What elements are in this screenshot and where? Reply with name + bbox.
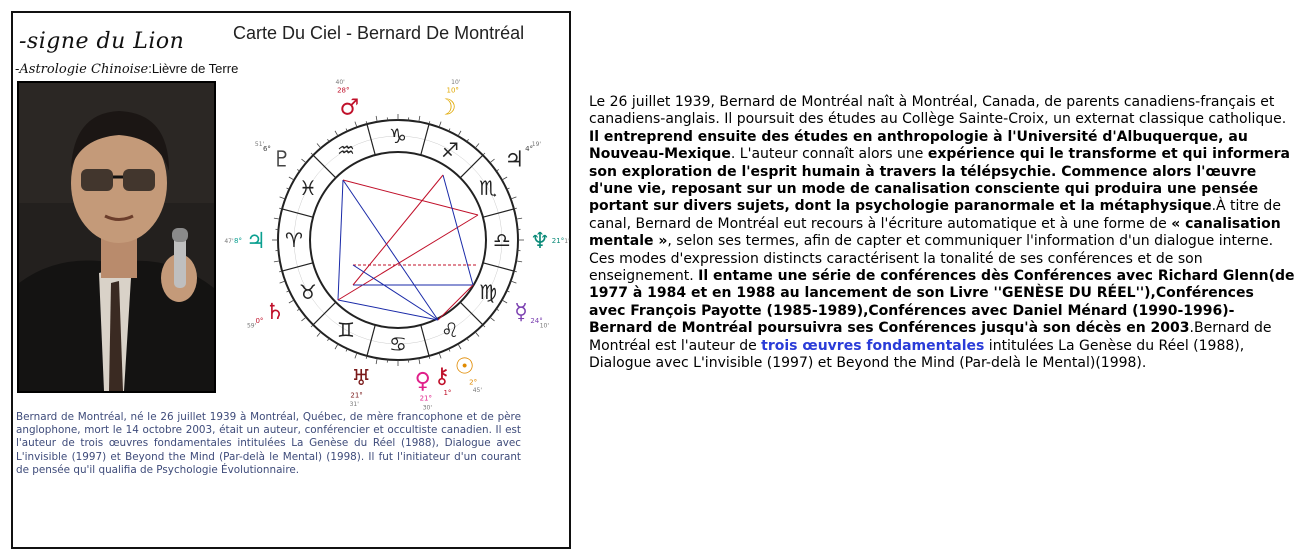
biography-paragraph: [589, 94, 1295, 373]
degree-tick: [280, 281, 286, 283]
degree-tick: [490, 317, 495, 321]
planet-glyph: ♅: [351, 366, 372, 392]
planet-glyph: ⚷: [433, 364, 450, 390]
degree-tick: [355, 353, 357, 359]
planet-degree: 28°: [337, 86, 350, 95]
planet-degree: 6°: [262, 145, 271, 154]
zodiac-sign-glyph: ♊: [337, 318, 355, 343]
degree-tick: [274, 218, 280, 219]
degree-tick: [335, 344, 338, 349]
portrait-illustration: [19, 83, 214, 391]
bio-text: Le 26 juillet 1939, Bernard de Montréal naît à Montréal, Canada, de parents canadiens-français et canadiens-anglais. Il poursuit des études au Collège Sainte-Croix, un externat classique catholique.: [589, 94, 1287, 128]
bio-bold: Il entreprend ensuite des études en anthropologie à l'Université d'Albuquerque, au Nouveau-Mexique: [589, 128, 1248, 163]
planet-glyph: ♄: [265, 300, 285, 325]
zodiac-sign-glyph: ♐: [441, 137, 459, 162]
zodiac-sign-glyph: ♌: [441, 318, 459, 343]
planet-minutes: 10': [451, 79, 461, 87]
planet-minutes: 47': [224, 238, 234, 245]
degree-tick: [317, 332, 321, 337]
planet-minutes: 1': [564, 238, 570, 245]
planet-degree: 10°: [446, 86, 459, 95]
degree-tick: [274, 261, 280, 262]
planet-glyph: ♆: [530, 229, 550, 254]
planet-degree: 21°: [551, 237, 565, 245]
natal-chart: [224, 75, 570, 412]
degree-tick: [317, 143, 321, 148]
degree-tick: [289, 177, 294, 180]
sign-title: -signe du Lion: [19, 29, 185, 54]
degree-tick: [475, 332, 479, 337]
chinese-astrology-line: [15, 61, 238, 77]
degree-tick: [376, 358, 377, 364]
planet-degree: 24°: [530, 317, 543, 325]
planet-degree: 21°: [419, 394, 432, 403]
degree-tick: [439, 353, 441, 359]
degree-tick: [502, 300, 507, 303]
bio-text: . L'auteur connaît alors une: [730, 146, 928, 163]
degree-tick: [376, 116, 377, 122]
planet-glyph: ♂: [339, 95, 360, 121]
zodiac-sign-glyph: ♍: [479, 280, 498, 304]
degree-tick: [301, 159, 306, 163]
degree-tick: [502, 177, 507, 180]
degree-tick: [419, 116, 420, 122]
planet-degree: 4°: [525, 145, 534, 154]
zodiac-sign-glyph: ♉: [298, 280, 317, 304]
planet-degree: 21°: [350, 391, 363, 400]
zodiac-sign-glyph: ♑: [389, 124, 407, 148]
zodiac-sign-glyph: ♋: [389, 332, 407, 356]
planet-minutes: 10': [539, 322, 550, 330]
zodiac-sign-glyph: ♎: [493, 228, 511, 252]
bio-bold: expérience qui le transforme et qui informera son exploration de l'esprit humain à travers la télépsychie. Commence alors l'œuvre d'une vie, reposant sur un mode de canalisation consciente qui produira une pensée portant sur divers sujets, dont la psychologie paranormale et la métaphysique: [589, 146, 1290, 215]
planet-minutes: 59': [246, 322, 257, 330]
planet-glyph: ♀: [414, 368, 431, 394]
degree-tick: [511, 197, 517, 199]
bio-bold: Il entame une série de conférences dès Conférences avec Richard Glenn(de 1977 à 1984 et en 1988 au lancement de son Livre ''GENÈSE DU RÉEL''),Conférences avec François Payotte (1985-1989),Conférences avec Daniel Ménard (1990-1996)-Bernard de Montréal poursuivra ses Conférences jusqu'à son décès en 2003: [589, 268, 1295, 337]
degree-tick: [335, 131, 338, 136]
planet-minutes: 51': [254, 141, 265, 149]
degree-tick: [516, 218, 522, 219]
degree-tick: [280, 197, 286, 199]
degree-tick: [458, 344, 461, 349]
portrait-photo: [17, 81, 216, 393]
planet-minutes: 19': [531, 141, 542, 149]
planet-glyph: ☉: [454, 354, 475, 380]
degree-tick: [289, 300, 294, 303]
chinese-astrology-label: -Astrologie Chinoise: [15, 62, 149, 77]
zodiac-sign-glyph: ♏: [479, 176, 498, 200]
bio-text: .À titre de canal, Bernard de Montréal eut recours à l'écriture automatique et à une forme de: [589, 198, 1281, 232]
degree-tick: [516, 261, 522, 262]
planet-degree: 1°: [443, 389, 452, 398]
planet-glyph: ♇: [271, 147, 292, 173]
degree-tick: [301, 317, 306, 321]
bio-bold: « canalisation mentale »: [589, 215, 1281, 250]
degree-tick: [419, 358, 420, 364]
card-caption: Bernard de Montréal, né le 26 juillet 1939 à Montréal, Québec, de mère francophone et de père anglophone, mort le 14 octobre 2003, était un auteur, conférencier et occultiste canadien. Il est l'auteur de trois œuvres fondamentales intitulées La Genèse du Réel (1988), Dialogue avec L'invisible (1997) et Beyond the Mind (Par-delà le Mental) (1998). Il fut l'initiateur d'un courant de pensée qu'il qualifia de Psychologie Évolutionnaire.: [16, 411, 521, 476]
planet-glyph: ☽: [436, 95, 457, 121]
planet-degree: 8°: [234, 237, 242, 245]
planet-glyph: ♃: [246, 229, 266, 254]
bio-text: intitulées La Genèse du Réel (1988), Dialogue avec L'invisible (1997) et Beyond the Mind (Par-delà le Mental)(1998).: [589, 337, 1245, 372]
degree-tick: [490, 159, 495, 163]
zodiac-sign-glyph: ♈: [285, 228, 303, 252]
bio-text: , selon ses termes, afin de capter et communiquer l'information d'un dialogue interne. Ces modes d'expression distincts caractérisent la tonalité de ses conférences et de son enseignement.: [589, 233, 1274, 285]
astrology-card: [11, 11, 571, 549]
degree-tick: [439, 122, 441, 128]
degree-tick: [458, 131, 461, 136]
bio-text: .Bernard de Montréal est l'auteur de: [589, 320, 1272, 354]
chart-header-title: Carte Du Ciel - Bernard De Montréal: [233, 23, 525, 43]
planet-minutes: 45': [472, 387, 482, 395]
planet-minutes: 30': [422, 404, 432, 412]
planet-glyph: ☿: [514, 300, 528, 325]
planet-degree: 2°: [469, 378, 478, 387]
degree-tick: [355, 122, 357, 128]
planet-degree: 0°: [255, 317, 264, 325]
degree-tick: [475, 143, 479, 148]
planet-glyph: ♃: [504, 147, 525, 173]
trois-oeuvres-link[interactable]: trois œuvres fondamentales: [761, 337, 985, 354]
chinese-astrology-value: :Lièvre de Terre: [148, 61, 239, 76]
zodiac-sign-glyph: ♒: [337, 137, 355, 162]
degree-tick: [511, 281, 517, 283]
zodiac-sign-glyph: ♓: [298, 176, 317, 200]
planet-minutes: 31': [349, 401, 359, 409]
planet-minutes: 40': [335, 79, 345, 87]
